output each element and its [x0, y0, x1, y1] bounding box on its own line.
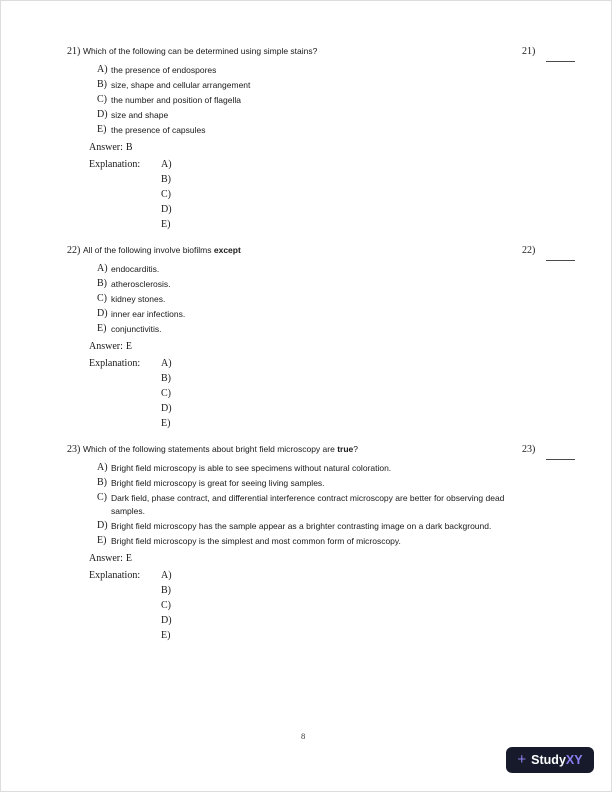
question-number: 23) [67, 444, 81, 455]
explanation-block [89, 568, 527, 643]
logo-wordmark [531, 754, 582, 767]
option-letter: B) [97, 477, 107, 488]
options-list [97, 263, 511, 336]
option-e [97, 323, 511, 336]
studyxy-logo [506, 747, 594, 773]
question-text [83, 443, 358, 456]
explanation-letter: C) [161, 189, 171, 200]
answer-blank [546, 260, 575, 261]
question-number: 22) [67, 245, 81, 256]
option-d [97, 308, 511, 321]
option-text: conjunctivitis. [111, 324, 162, 334]
option-e [97, 535, 511, 548]
options-list [97, 462, 511, 548]
explanation-letter: E) [161, 418, 171, 429]
explanation-letter: B) [161, 585, 171, 596]
answer-line [89, 552, 527, 565]
option-letter: C) [97, 293, 107, 304]
answer-label: Answer: [89, 142, 123, 153]
option-text: Bright field microscopy is the simplest and most common form of microscopy. [111, 536, 401, 546]
option-a [97, 263, 511, 276]
option-e [97, 124, 511, 137]
explanation-letter: C) [161, 388, 171, 399]
explanation-letter: B) [161, 373, 171, 384]
option-a [97, 64, 511, 77]
plus-icon: + [517, 751, 527, 768]
option-letter: D) [97, 308, 108, 319]
option-b [97, 477, 511, 490]
margin-number-22 [522, 244, 582, 257]
explanation-letter: D) [161, 615, 172, 626]
option-text: Bright field microscopy is great for seeing living samples. [111, 478, 325, 488]
question-block-22 [67, 244, 527, 431]
options-list [97, 64, 511, 137]
question-line [67, 244, 527, 257]
logo-text-study: Study [531, 752, 566, 767]
margin-number-23 [522, 443, 582, 456]
option-text: inner ear infections. [111, 309, 186, 319]
option-b [97, 79, 511, 92]
question-text [83, 244, 241, 257]
question-bold-word: true [337, 444, 354, 454]
option-text: Bright field microscopy is able to see specimens without natural coloration. [111, 463, 392, 473]
option-letter: C) [97, 492, 107, 503]
option-letter: E) [97, 124, 107, 135]
margin-number-label: 21) [522, 46, 536, 57]
explanation-label: Explanation: [89, 358, 141, 369]
answer-value: E [125, 341, 132, 352]
answer-label: Answer: [89, 341, 123, 352]
option-b [97, 278, 511, 291]
option-c [97, 94, 511, 107]
option-text: endocarditis. [111, 264, 160, 274]
question-line [67, 45, 527, 58]
explanation-letter: A) [161, 358, 172, 369]
explanation-letter: A) [161, 159, 172, 170]
explanation-block [89, 356, 527, 431]
explanation-letter: C) [161, 600, 171, 611]
option-letter: E) [97, 535, 107, 546]
explanation-letter: D) [161, 204, 172, 215]
option-c [97, 492, 511, 518]
explanation-letter: E) [161, 219, 171, 230]
answer-value: E [125, 553, 132, 564]
answer-blank [546, 459, 575, 460]
page-number: 8 [301, 731, 306, 741]
option-text: Dark field, phase contract, and differential interference contract microscopy are better for observing dead samples. [111, 493, 505, 516]
logo-text-xy: XY [565, 752, 583, 767]
margin-number-label: 22) [522, 245, 536, 256]
question-block-23 [67, 443, 527, 643]
option-text: the number and position of flagella [111, 95, 241, 105]
option-letter: E) [97, 323, 107, 334]
option-d [97, 109, 511, 122]
explanation-letters [161, 356, 172, 431]
option-letter: A) [97, 462, 108, 473]
explanation-letters [161, 157, 172, 232]
question-text-after: ? [353, 444, 358, 454]
option-letter: A) [97, 64, 108, 75]
option-letter: B) [97, 79, 107, 90]
answer-blank [546, 61, 575, 62]
explanation-label: Explanation: [89, 159, 141, 170]
answer-label: Answer: [89, 553, 123, 564]
option-text: the presence of capsules [111, 125, 206, 135]
explanation-label: Explanation: [89, 570, 141, 581]
option-letter: D) [97, 520, 108, 531]
option-d [97, 520, 511, 533]
explanation-letters [161, 568, 172, 643]
answer-line [89, 141, 527, 154]
margin-number-label: 23) [522, 444, 536, 455]
question-number: 21) [67, 46, 81, 57]
margin-number-21 [522, 45, 582, 58]
option-letter: D) [97, 109, 108, 120]
option-letter: C) [97, 94, 107, 105]
option-text: size and shape [111, 110, 169, 120]
option-text: kidney stones. [111, 294, 166, 304]
question-bold-word: except [213, 245, 241, 255]
option-letter: A) [97, 263, 108, 274]
explanation-letter: A) [161, 570, 172, 581]
answer-line [89, 340, 527, 353]
explanation-letter: B) [161, 174, 171, 185]
explanation-letter: D) [161, 403, 172, 414]
option-text: Bright field microscopy has the sample appear as a brighter contrasting image on a dark background. [111, 521, 492, 531]
option-text: size, shape and cellular arrangement [111, 80, 251, 90]
option-letter: B) [97, 278, 107, 289]
explanation-letter: E) [161, 630, 171, 641]
question-block-21 [67, 45, 527, 232]
option-text: the presence of endospores [111, 65, 217, 75]
answer-value: B [125, 142, 133, 153]
question-text-before: Which of the following can be determined using simple stains? [83, 46, 318, 56]
question-text [83, 45, 317, 58]
option-text: atherosclerosis. [111, 279, 171, 289]
question-text-before: Which of the following statements about bright field microscopy are [83, 444, 338, 454]
question-text-before: All of the following involve biofilms [83, 245, 214, 255]
question-line [67, 443, 527, 456]
option-a [97, 462, 511, 475]
explanation-block [89, 157, 527, 232]
option-c [97, 293, 511, 306]
